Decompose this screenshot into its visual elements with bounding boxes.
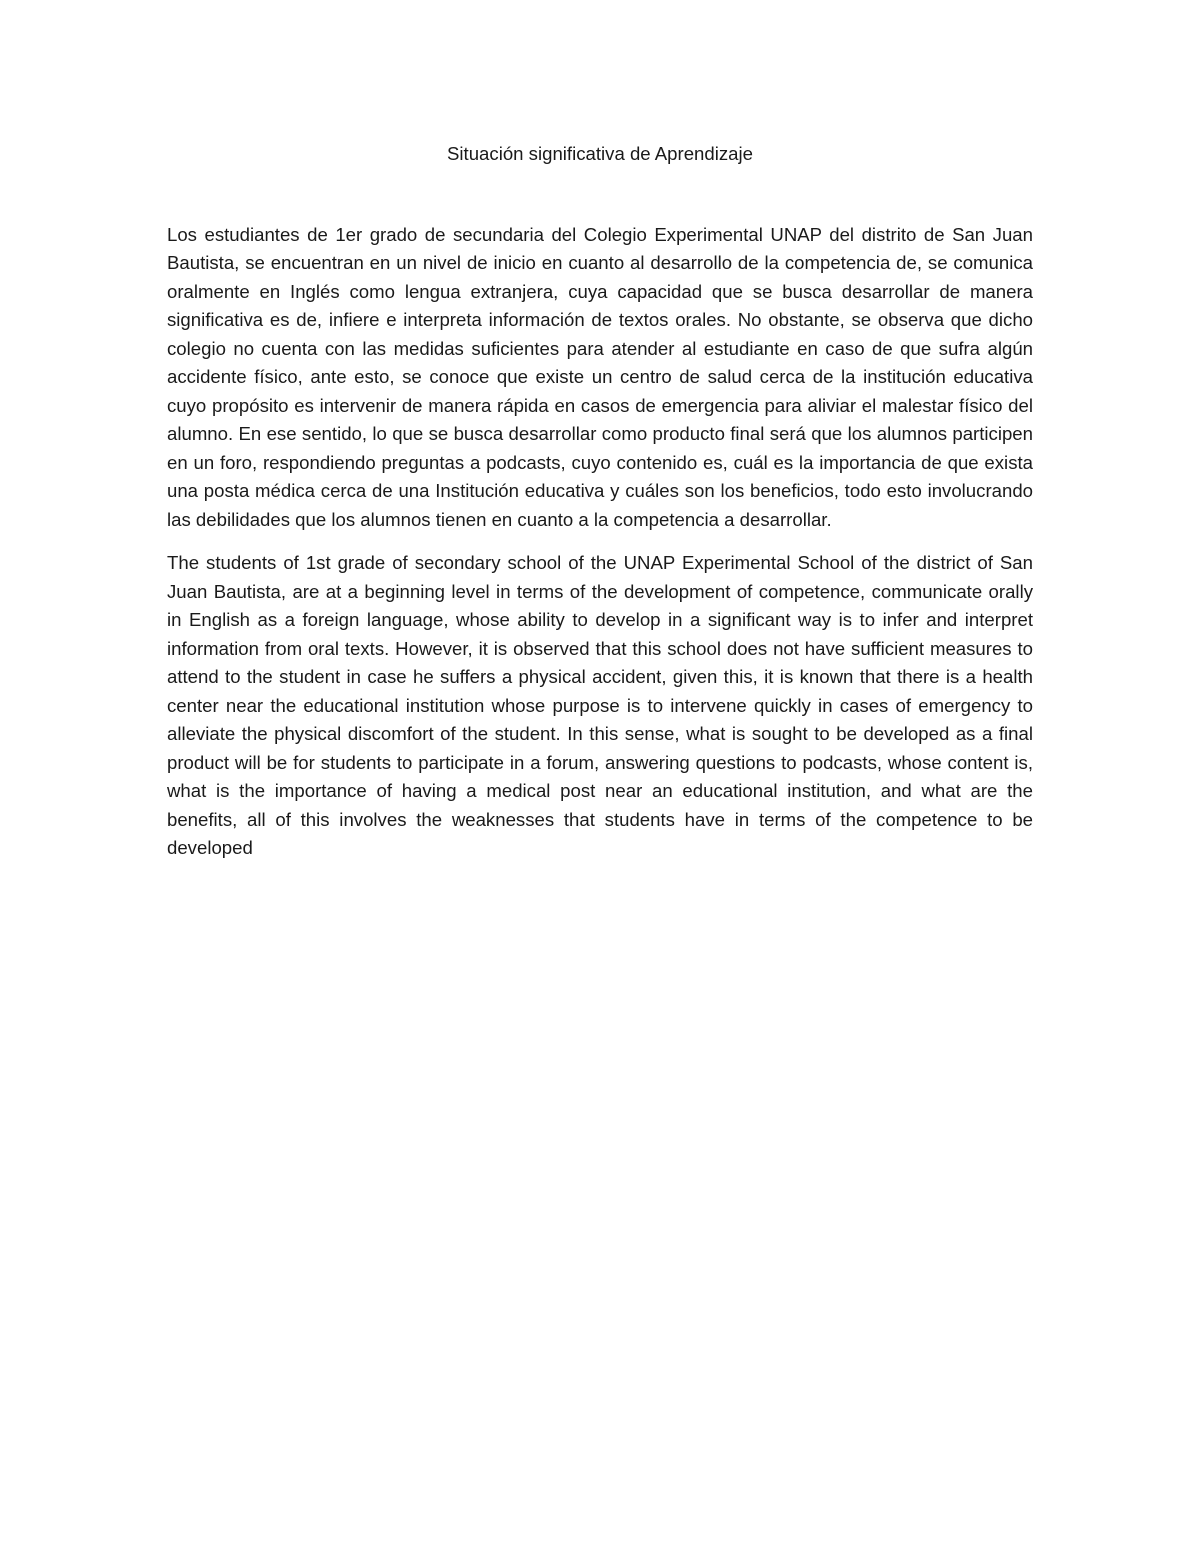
paragraph-spanish: Los estudiantes de 1er grado de secundaria del Colegio Experimental UNAP del distrito de San Juan Bautista, se encuentran en un nivel de inicio en cuanto al desarrollo de la competencia de, se comunica oralmente en Inglés como lengua extranjera, cuya capacidad que se busca desarrollar de manera significativa es de, infiere e interpreta información de textos orales. No obstante, se observa que dicho colegio no cuenta con las medidas suficientes para atender al estudiante en caso de que sufra algún accidente físico, ante esto, se conoce que existe un centro de salud cerca de la institución educativa cuyo propósito es intervenir de manera rápida en casos de emergencia para aliviar el malestar físico del alumno. En ese sentido, lo que se busca desarrollar como producto final será que los alumnos participen en un foro, respondiendo preguntas a podcasts, cuyo contenido es, cuál es la importancia de que exista una posta médica cerca de una Institución educativa y cuáles son los beneficios, todo esto involucrando las debilidades que los alumnos tienen en cuanto a la competencia a desarrollar. [167, 223, 1033, 530]
document-title: Situación significativa de Aprendizaje [447, 143, 753, 164]
document-body [167, 140, 1033, 878]
paragraph-english: The students of 1st grade of secondary school of the UNAP Experimental School of the district of San Juan Bautista, are at a beginning level in terms of the development of competence, communicate orally in English as a foreign language, whose ability to develop in a significant way is to infer and interpret information from oral texts. However, it is observed that this school does not have sufficient measures to attend to the student in case he suffers a physical accident, given this, it is known that there is a health center near the educational institution whose purpose is to intervene quickly in cases of emergency to alleviate the physical discomfort of the student. In this sense, what is sought to be developed as a final product will be for students to participate in a forum, answering questions to podcasts, whose content is, what is the importance of having a medical post near an educational institution, and what are the benefits, all of this involves the weaknesses that students have in terms of the competence to be developed [167, 552, 1033, 858]
